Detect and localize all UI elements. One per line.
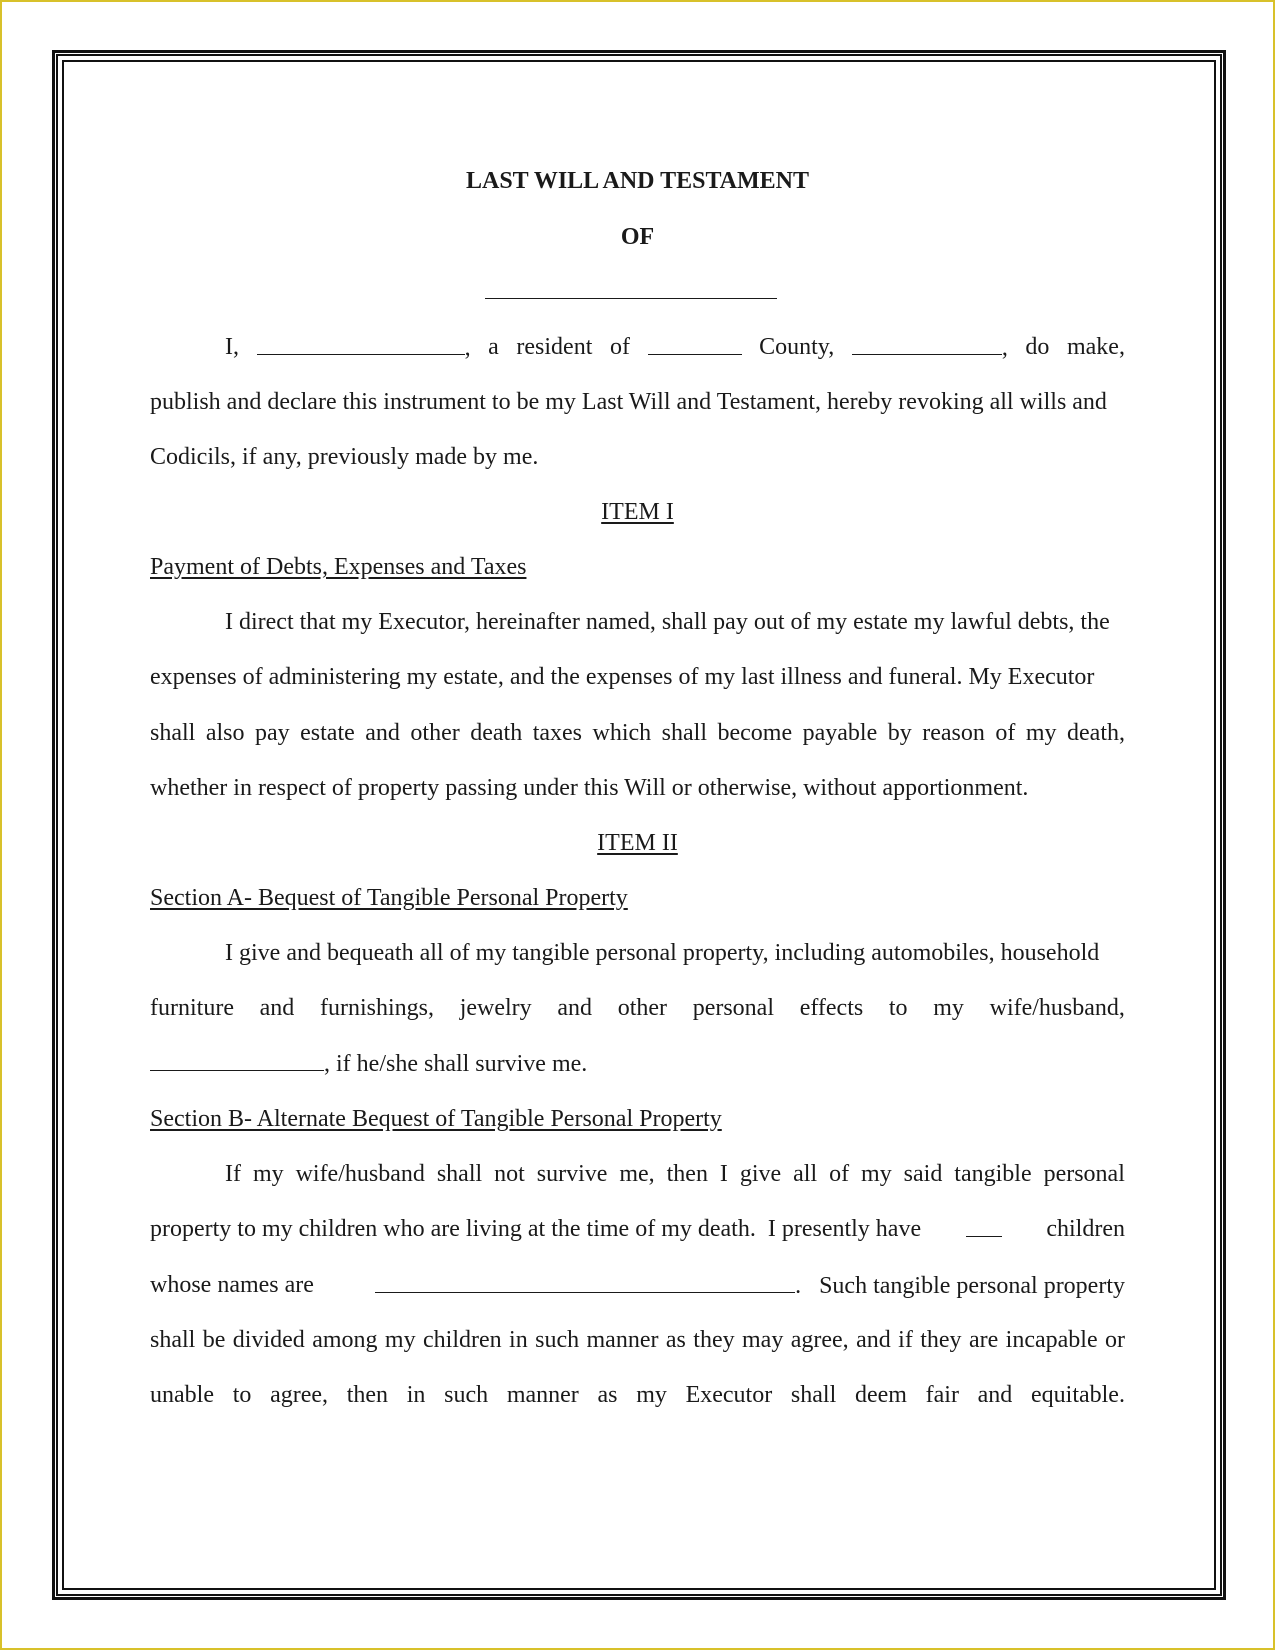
state-blank[interactable] xyxy=(852,332,1002,355)
section-b-heading: Section B- Alternate Bequest of Tangible Personal Property xyxy=(150,1106,722,1132)
children-count-blank[interactable] xyxy=(966,1214,1002,1237)
item-1-line-4: whether in respect of property passing under this Will or otherwise, without apportionment. xyxy=(150,775,1029,801)
testator-name-blank[interactable] xyxy=(150,276,1125,306)
name-blank[interactable] xyxy=(257,332,465,355)
section-b-line-1: If my wife/husband shall not survive me, then I give all of my said tangible personal xyxy=(225,1161,1125,1187)
document-title-of: OF xyxy=(620,224,655,250)
intro-line-1: I, , a resident of County, , do make, xyxy=(225,334,1125,361)
section-b-line-4: shall be divided among my children in such manner as they may agree, and if they are incapable or xyxy=(150,1327,1125,1353)
intro-line-3: Codicils, if any, previously made by me. xyxy=(150,444,539,470)
document-title: LAST WILL AND TESTAMENT xyxy=(465,168,810,194)
item-1-line-2: expenses of administering my estate, and the expenses of my last illness and funeral. My Executor xyxy=(150,664,1095,690)
spouse-name-blank[interactable] xyxy=(150,1048,324,1071)
intro-line-2: publish and declare this instrument to be my Last Will and Testament, hereby revoking all wills and xyxy=(150,389,1107,415)
section-a-heading: Section A- Bequest of Tangible Personal Property xyxy=(150,885,628,911)
children-names-blank[interactable] xyxy=(375,1270,795,1293)
section-b-line-5: unable to agree, then in such manner as my Executor shall deem fair and equitable. xyxy=(150,1382,1125,1408)
section-b-line-2: property to my children who are living at the time of my death. I presently have children xyxy=(150,1216,1125,1242)
section-a-line-2: furniture and furnishings, jewelry and other personal effects to my wife/husband, xyxy=(150,995,1125,1021)
item-2-heading: ITEM II xyxy=(597,830,678,856)
section-a-line-3: , if he/she shall survive me. xyxy=(150,1048,1125,1078)
section-b-line-3: whose names are . Such tangible personal property xyxy=(150,1272,1125,1299)
county-blank[interactable] xyxy=(648,332,742,355)
item-1-subheading: Payment of Debts, Expenses and Taxes xyxy=(150,554,527,580)
item-1-line-1: I direct that my Executor, hereinafter named, shall pay out of my estate my lawful debts, the xyxy=(225,609,1110,635)
item-1-line-3: shall also pay estate and other death taxes which shall become payable by reason of my death, xyxy=(150,720,1125,746)
item-1-heading: ITEM I xyxy=(601,499,674,525)
section-a-line-1: I give and bequeath all of my tangible personal property, including automobiles, household xyxy=(225,940,1100,966)
